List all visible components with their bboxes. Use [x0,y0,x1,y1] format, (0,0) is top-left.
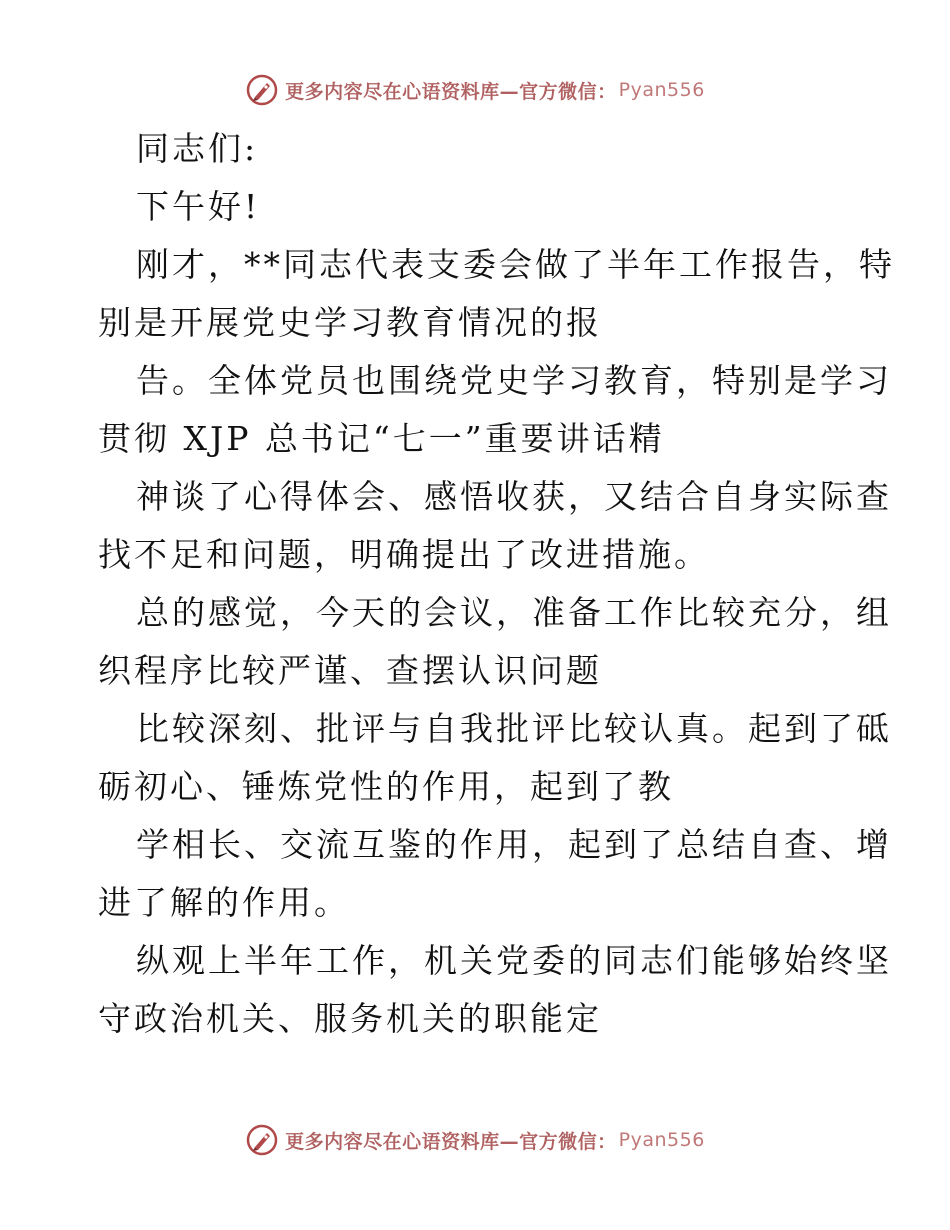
body-line: 学相长、交流互鉴的作用，起到了总结自查、增 [136,825,892,864]
body-line: 下午好! [136,187,261,226]
body-line: 刚才，**同志代表支委会做了半年工作报告，特 [136,245,895,284]
body-line: 砺初心、锤炼党性的作用，起到了教 [98,767,674,806]
footer-watermark [0,1120,950,1160]
pen-nib-logo-icon [245,73,279,107]
document-body [98,120,895,1048]
body-line: 总的感觉，今天的会议，准备工作比较充分，组 [136,593,892,632]
body-line: 别是开展党史学习教育情况的报 [98,303,602,342]
footer-watermark-text: 更多内容尽在心语资料库—官方微信： [285,1130,617,1153]
footer-watermark-id: Pyan556 [618,1129,705,1151]
body-line: 进了解的作用。 [98,883,350,922]
pen-nib-logo-icon [245,1123,279,1157]
body-line: 比较深刻、批评与自我批评比较认真。起到了砥 [136,709,892,748]
body-line: 纵观上半年工作，机关党委的同志们能够始终坚 [136,941,892,980]
body-line: 贯彻 XJP 总书记“七一”重要讲话精 [98,419,665,458]
body-line: 织程序比较严谨、查摆认识问题 [98,651,602,690]
body-line: 告。全体党员也围绕党史学习教育，特别是学习 [136,361,892,400]
body-line: 同志们: [136,129,259,168]
header-watermark-text: 更多内容尽在心语资料库—官方微信： [285,80,617,103]
body-line: 找不足和问题，明确提出了改进措施。 [98,535,710,574]
body-line: 守政治机关、服务机关的职能定 [98,999,602,1038]
header-watermark-id: Pyan556 [618,79,705,101]
header-watermark [0,70,950,110]
body-line: 神谈了心得体会、感悟收获，又结合自身实际查 [136,477,892,516]
